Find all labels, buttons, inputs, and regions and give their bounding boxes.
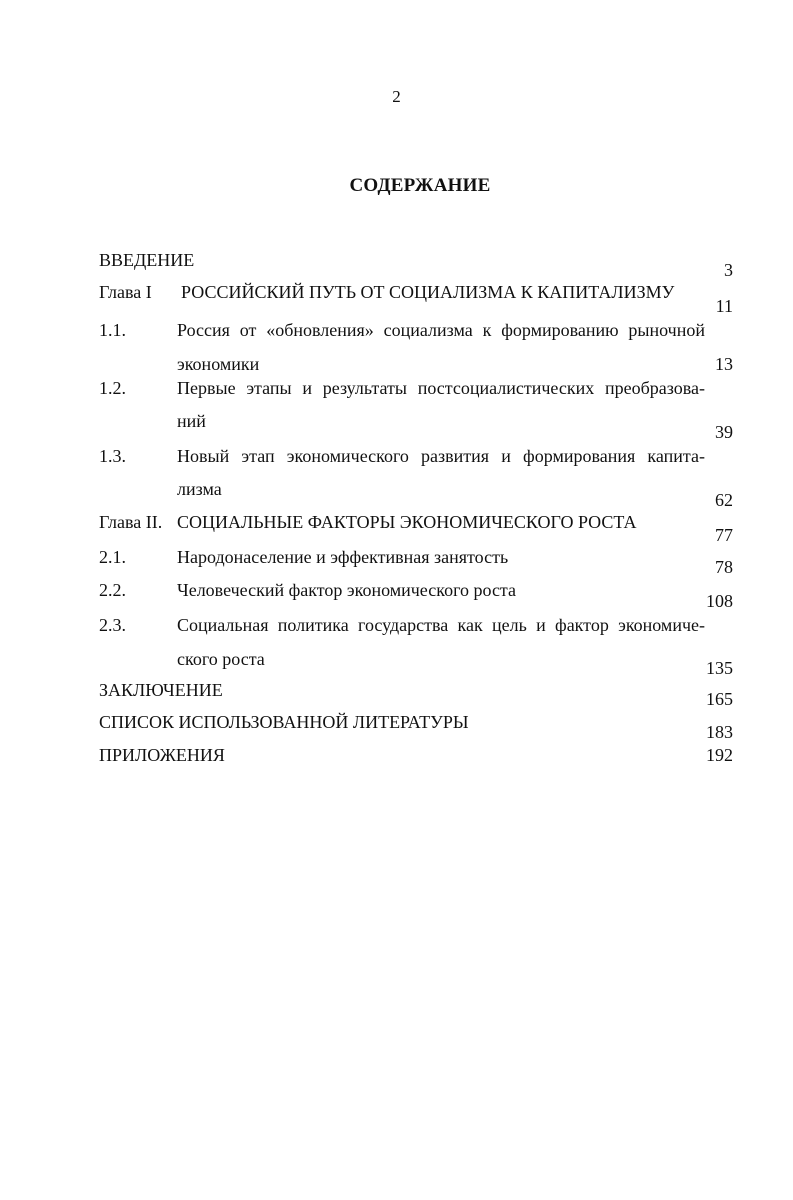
toc-entry-title: ВВЕДЕНИЕ xyxy=(99,250,195,270)
toc-entry-title-continued: экономики xyxy=(177,354,260,374)
toc-entry-page: 39 xyxy=(715,422,733,442)
toc-entry-title: Народонаселение и эффективная занятость xyxy=(177,547,509,567)
toc-entry-bibliography[interactable] xyxy=(0,711,793,741)
toc-entry-title: ПРИЛОЖЕНИЯ xyxy=(99,745,225,765)
toc-entry-title: РОССИЙСКИЙ ПУТЬ ОТ СОЦИАЛИЗМА К КАПИТАЛИЗМУ xyxy=(181,282,675,302)
toc-entry-title: Человеческий фактор экономического роста xyxy=(177,580,517,600)
page-title: СОДЕРЖАНИЕ xyxy=(349,175,491,196)
toc-entry-number: 2.3. xyxy=(99,615,126,635)
toc-entry-page: 77 xyxy=(715,525,733,545)
toc-entry-page: 3 xyxy=(724,260,733,280)
toc-entry-intro[interactable] xyxy=(0,249,793,279)
toc-entry-page: 13 xyxy=(715,354,733,374)
toc-entry-page: 11 xyxy=(715,296,733,316)
toc-entry-number: 1.1. xyxy=(99,320,126,340)
toc-entry-number: 2.1. xyxy=(99,547,126,567)
toc-entry-page: 165 xyxy=(706,689,733,709)
toc-entry-number: Глава II. xyxy=(99,512,163,532)
toc-entry-appendices[interactable] xyxy=(0,744,793,774)
toc-entry-section-2-3[interactable] xyxy=(0,614,793,644)
toc-entry-number: Глава I xyxy=(99,282,152,302)
toc-entry-section-1-3-cont[interactable] xyxy=(0,478,793,508)
toc-entry-title: Новый этап экономического развития и формирования капита- xyxy=(177,446,705,466)
toc-entry-section-1-3[interactable] xyxy=(0,445,793,475)
toc-entry-section-1-2[interactable] xyxy=(0,377,793,407)
toc-entry-chapter-1[interactable] xyxy=(0,281,793,316)
toc-entry-page: 192 xyxy=(706,745,733,765)
toc-entry-title-continued: лизма xyxy=(177,479,222,499)
toc-entry-number: 2.2. xyxy=(99,580,126,600)
toc-entry-page: 108 xyxy=(706,591,733,611)
toc-entry-title: СОЦИАЛЬНЫЕ ФАКТОРЫ ЭКОНОМИЧЕСКОГО РОСТА xyxy=(177,512,637,532)
toc-entry-title: ЗАКЛЮЧЕНИЕ xyxy=(99,680,223,700)
toc-entry-title: Первые этапы и результаты постсоциалистических преобразова- xyxy=(177,378,705,398)
toc-entry-number: 1.3. xyxy=(99,446,126,466)
toc-entry-number: 1.2. xyxy=(99,378,126,398)
toc-entry-title: Социальная политика государства как цель и фактор экономиче- xyxy=(177,615,705,635)
toc-entry-section-2-3-cont[interactable] xyxy=(0,648,793,678)
toc-entry-page: 135 xyxy=(706,658,733,678)
toc-entry-page: 62 xyxy=(715,490,733,510)
toc-entry-title: СПИСОК ИСПОЛЬЗОВАННОЙ ЛИТЕРАТУРЫ xyxy=(99,712,469,732)
page-number: 2 xyxy=(392,87,401,106)
toc-entry-title: Россия от «обновления» социализма к формированию рыночной xyxy=(177,320,705,340)
toc-entry-page: 78 xyxy=(715,557,733,577)
toc-entry-section-2-1[interactable] xyxy=(0,546,793,576)
toc-entry-title-continued: ний xyxy=(177,411,206,431)
toc-entry-page: 183 xyxy=(706,722,733,742)
toc-entry-section-2-2[interactable] xyxy=(0,579,793,609)
toc-entry-conclusion[interactable] xyxy=(0,679,793,709)
toc-entry-section-1-2-cont[interactable] xyxy=(0,410,793,440)
toc-entry-chapter-2[interactable] xyxy=(0,511,793,545)
toc-entry-title-continued: ского роста xyxy=(177,649,265,669)
toc-entry-section-1-1[interactable] xyxy=(0,319,793,349)
